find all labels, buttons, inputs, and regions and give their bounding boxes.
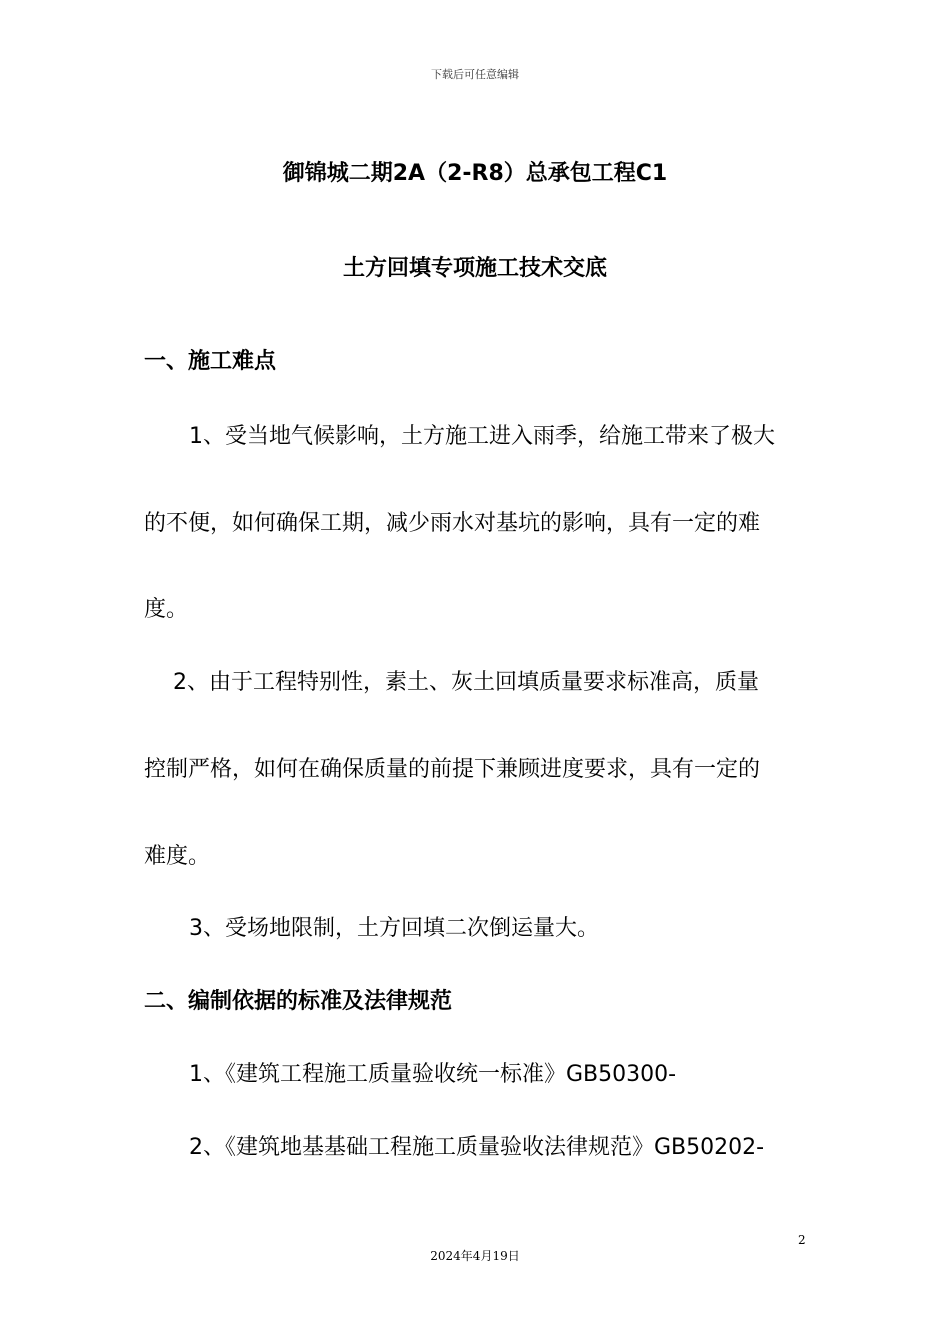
page-footer-date: 2024年4月19日 [430,1249,520,1263]
document-title-line-1: 御锦城二期2A（2-R8）总承包工程C1 [282,161,668,186]
section-1-p1-line-1: 1、受当地气候影响，土方施工进入雨季，给施工带来了极大 [189,424,775,449]
section-1-p2-line-1: 2、由于工程特别性，素土、灰土回填质量要求标准高，质量 [173,670,759,695]
page-header: 下载后可任意编辑 [431,68,519,81]
page-number: 2 [798,1233,806,1247]
section-2-item-1: 1、《建筑工程施工质量验收统一标准》GB50300- [189,1062,677,1087]
section-1-p1-line-2: 的不便，如何确保工期，减少雨水对基坑的影响，具有一定的难 [144,511,761,536]
section-1-p2-line-2: 控制严格，如何在确保质量的前提下兼顾进度要求，具有一定的 [144,757,761,782]
section-1-p1-line-3: 度。 [144,597,189,622]
section-1-p2-line-3: 难度。 [144,844,211,869]
section-1-p3-line-1: 3、受场地限制，土方回填二次倒运量大。 [189,916,599,941]
section-2-item-2: 2、《建筑地基基础工程施工质量验收法律规范》GB50202- [189,1135,765,1160]
section-2-heading: 二、编制依据的标准及法律规范 [144,989,453,1014]
document-title-line-2: 土方回填专项施工技术交底 [342,256,607,281]
section-1-heading: 一、施工难点 [144,349,277,374]
